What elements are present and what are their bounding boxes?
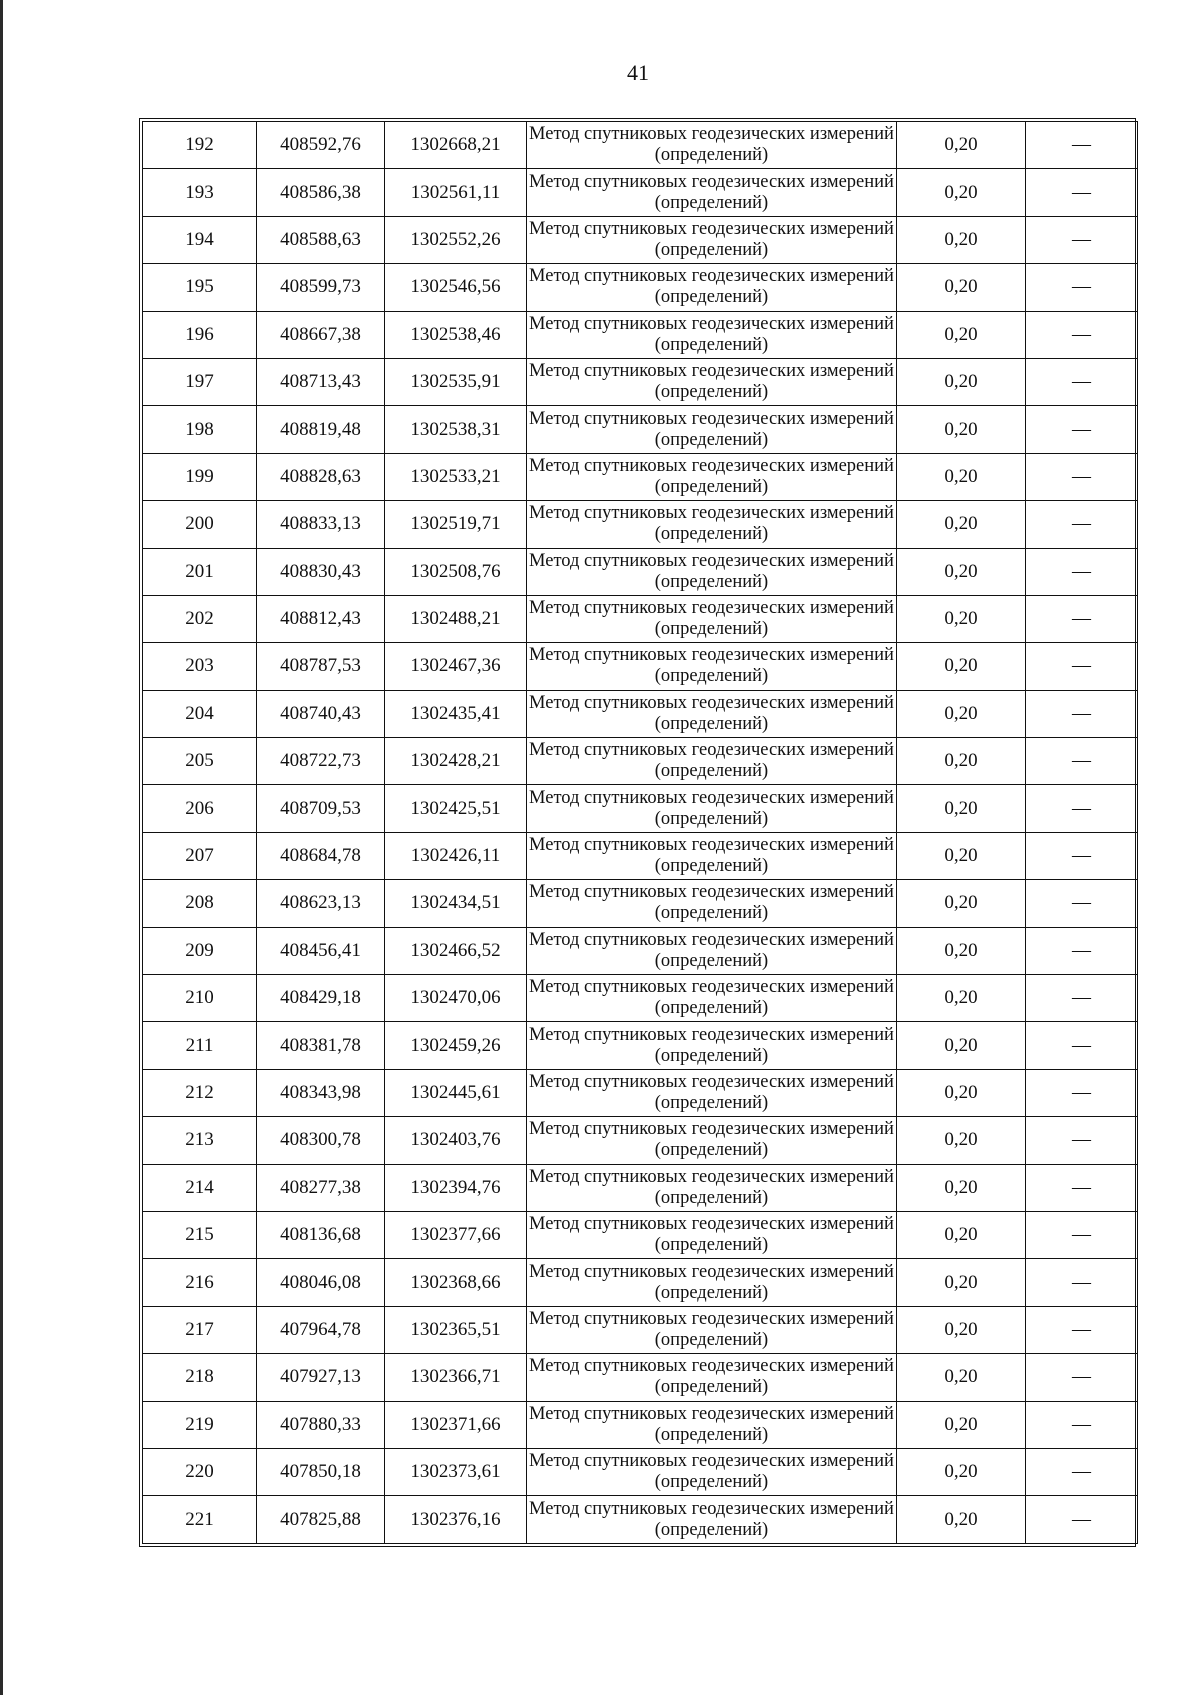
y-coordinate-cell: 1302488,21 bbox=[385, 595, 527, 642]
note-cell: — bbox=[1026, 975, 1138, 1022]
accuracy-cell: 0,20 bbox=[897, 738, 1026, 785]
table-row bbox=[143, 1022, 1138, 1069]
accuracy-cell: 0,20 bbox=[897, 643, 1026, 690]
accuracy-cell: 0,20 bbox=[897, 785, 1026, 832]
point-number-cell: 208 bbox=[143, 880, 257, 927]
accuracy-cell: 0,20 bbox=[897, 927, 1026, 974]
method-cell: Метод спутниковых геодезических измерений (определений) bbox=[527, 358, 897, 405]
table-row bbox=[143, 1448, 1138, 1495]
method-cell: Метод спутниковых геодезических измерений (определений) bbox=[527, 595, 897, 642]
x-coordinate-cell: 408586,38 bbox=[257, 169, 385, 216]
accuracy-cell: 0,20 bbox=[897, 453, 1026, 500]
method-cell: Метод спутниковых геодезических измерений (определений) bbox=[527, 690, 897, 737]
table-row bbox=[143, 927, 1138, 974]
table-row bbox=[143, 216, 1138, 263]
note-cell: — bbox=[1026, 643, 1138, 690]
y-coordinate-cell: 1302434,51 bbox=[385, 880, 527, 927]
note-cell: — bbox=[1026, 1448, 1138, 1495]
method-cell: Метод спутниковых геодезических измерений (определений) bbox=[527, 311, 897, 358]
note-cell: — bbox=[1026, 927, 1138, 974]
point-number-cell: 192 bbox=[143, 122, 257, 169]
note-cell: — bbox=[1026, 548, 1138, 595]
coordinates-table-grid bbox=[142, 121, 1138, 1544]
note-cell: — bbox=[1026, 880, 1138, 927]
point-number-cell: 197 bbox=[143, 358, 257, 405]
method-cell: Метод спутниковых геодезических измерений (определений) bbox=[527, 1259, 897, 1306]
accuracy-cell: 0,20 bbox=[897, 1022, 1026, 1069]
y-coordinate-cell: 1302376,16 bbox=[385, 1496, 527, 1543]
table-row bbox=[143, 1164, 1138, 1211]
x-coordinate-cell: 408456,41 bbox=[257, 927, 385, 974]
point-number-cell: 214 bbox=[143, 1164, 257, 1211]
x-coordinate-cell: 408046,08 bbox=[257, 1259, 385, 1306]
coordinates-table bbox=[139, 118, 1136, 1547]
table-row bbox=[143, 501, 1138, 548]
point-number-cell: 215 bbox=[143, 1211, 257, 1258]
x-coordinate-cell: 408833,13 bbox=[257, 501, 385, 548]
note-cell: — bbox=[1026, 122, 1138, 169]
note-cell: — bbox=[1026, 216, 1138, 263]
note-cell: — bbox=[1026, 738, 1138, 785]
accuracy-cell: 0,20 bbox=[897, 264, 1026, 311]
point-number-cell: 220 bbox=[143, 1448, 257, 1495]
table-body bbox=[143, 122, 1138, 1544]
table-row bbox=[143, 548, 1138, 595]
method-cell: Метод спутниковых геодезических измерений (определений) bbox=[527, 1496, 897, 1543]
note-cell: — bbox=[1026, 1306, 1138, 1353]
x-coordinate-cell: 408713,43 bbox=[257, 358, 385, 405]
y-coordinate-cell: 1302538,31 bbox=[385, 406, 527, 453]
method-cell: Метод спутниковых геодезических измерений (определений) bbox=[527, 927, 897, 974]
method-cell: Метод спутниковых геодезических измерений (определений) bbox=[527, 501, 897, 548]
note-cell: — bbox=[1026, 1496, 1138, 1543]
y-coordinate-cell: 1302552,26 bbox=[385, 216, 527, 263]
note-cell: — bbox=[1026, 690, 1138, 737]
note-cell: — bbox=[1026, 406, 1138, 453]
x-coordinate-cell: 408300,78 bbox=[257, 1117, 385, 1164]
table-row bbox=[143, 1306, 1138, 1353]
note-cell: — bbox=[1026, 311, 1138, 358]
table-row bbox=[143, 738, 1138, 785]
table-row bbox=[143, 1117, 1138, 1164]
y-coordinate-cell: 1302365,51 bbox=[385, 1306, 527, 1353]
x-coordinate-cell: 408830,43 bbox=[257, 548, 385, 595]
y-coordinate-cell: 1302459,26 bbox=[385, 1022, 527, 1069]
x-coordinate-cell: 408381,78 bbox=[257, 1022, 385, 1069]
point-number-cell: 204 bbox=[143, 690, 257, 737]
x-coordinate-cell: 408812,43 bbox=[257, 595, 385, 642]
accuracy-cell: 0,20 bbox=[897, 1069, 1026, 1116]
point-number-cell: 205 bbox=[143, 738, 257, 785]
note-cell: — bbox=[1026, 358, 1138, 405]
note-cell: — bbox=[1026, 1259, 1138, 1306]
method-cell: Метод спутниковых геодезических измерений (определений) bbox=[527, 1448, 897, 1495]
point-number-cell: 206 bbox=[143, 785, 257, 832]
table-row bbox=[143, 832, 1138, 879]
y-coordinate-cell: 1302467,36 bbox=[385, 643, 527, 690]
y-coordinate-cell: 1302435,41 bbox=[385, 690, 527, 737]
point-number-cell: 213 bbox=[143, 1117, 257, 1164]
x-coordinate-cell: 408709,53 bbox=[257, 785, 385, 832]
accuracy-cell: 0,20 bbox=[897, 501, 1026, 548]
method-cell: Метод спутниковых геодезических измерений (определений) bbox=[527, 975, 897, 1022]
note-cell: — bbox=[1026, 264, 1138, 311]
y-coordinate-cell: 1302368,66 bbox=[385, 1259, 527, 1306]
y-coordinate-cell: 1302445,61 bbox=[385, 1069, 527, 1116]
point-number-cell: 194 bbox=[143, 216, 257, 263]
x-coordinate-cell: 408684,78 bbox=[257, 832, 385, 879]
point-number-cell: 201 bbox=[143, 548, 257, 595]
y-coordinate-cell: 1302366,71 bbox=[385, 1354, 527, 1401]
point-number-cell: 195 bbox=[143, 264, 257, 311]
y-coordinate-cell: 1302668,21 bbox=[385, 122, 527, 169]
y-coordinate-cell: 1302508,76 bbox=[385, 548, 527, 595]
y-coordinate-cell: 1302466,52 bbox=[385, 927, 527, 974]
accuracy-cell: 0,20 bbox=[897, 1259, 1026, 1306]
table-row bbox=[143, 169, 1138, 216]
point-number-cell: 217 bbox=[143, 1306, 257, 1353]
note-cell: — bbox=[1026, 1022, 1138, 1069]
accuracy-cell: 0,20 bbox=[897, 690, 1026, 737]
y-coordinate-cell: 1302535,91 bbox=[385, 358, 527, 405]
x-coordinate-cell: 408588,63 bbox=[257, 216, 385, 263]
method-cell: Метод спутниковых геодезических измерений (определений) bbox=[527, 216, 897, 263]
accuracy-cell: 0,20 bbox=[897, 122, 1026, 169]
table-row bbox=[143, 122, 1138, 169]
y-coordinate-cell: 1302561,11 bbox=[385, 169, 527, 216]
note-cell: — bbox=[1026, 1069, 1138, 1116]
table-row bbox=[143, 1401, 1138, 1448]
y-coordinate-cell: 1302403,76 bbox=[385, 1117, 527, 1164]
method-cell: Метод спутниковых геодезических измерений (определений) bbox=[527, 169, 897, 216]
method-cell: Метод спутниковых геодезических измерений (определений) bbox=[527, 548, 897, 595]
y-coordinate-cell: 1302373,61 bbox=[385, 1448, 527, 1495]
note-cell: — bbox=[1026, 1354, 1138, 1401]
point-number-cell: 200 bbox=[143, 501, 257, 548]
method-cell: Метод спутниковых геодезических измерений (определений) bbox=[527, 1117, 897, 1164]
note-cell: — bbox=[1026, 1164, 1138, 1211]
table-row bbox=[143, 880, 1138, 927]
accuracy-cell: 0,20 bbox=[897, 1117, 1026, 1164]
y-coordinate-cell: 1302377,66 bbox=[385, 1211, 527, 1258]
y-coordinate-cell: 1302470,06 bbox=[385, 975, 527, 1022]
point-number-cell: 212 bbox=[143, 1069, 257, 1116]
note-cell: — bbox=[1026, 169, 1138, 216]
note-cell: — bbox=[1026, 453, 1138, 500]
table-row bbox=[143, 453, 1138, 500]
y-coordinate-cell: 1302538,46 bbox=[385, 311, 527, 358]
method-cell: Метод спутниковых геодезических измерений (определений) bbox=[527, 1211, 897, 1258]
table-row bbox=[143, 1259, 1138, 1306]
table-row bbox=[143, 1211, 1138, 1258]
point-number-cell: 210 bbox=[143, 975, 257, 1022]
method-cell: Метод спутниковых геодезических измерений (определений) bbox=[527, 1401, 897, 1448]
x-coordinate-cell: 408740,43 bbox=[257, 690, 385, 737]
table-row bbox=[143, 1354, 1138, 1401]
method-cell: Метод спутниковых геодезических измерений (определений) bbox=[527, 643, 897, 690]
table-row bbox=[143, 358, 1138, 405]
method-cell: Метод спутниковых геодезических измерений (определений) bbox=[527, 453, 897, 500]
point-number-cell: 193 bbox=[143, 169, 257, 216]
table-row bbox=[143, 975, 1138, 1022]
accuracy-cell: 0,20 bbox=[897, 832, 1026, 879]
point-number-cell: 207 bbox=[143, 832, 257, 879]
point-number-cell: 221 bbox=[143, 1496, 257, 1543]
method-cell: Метод спутниковых геодезических измерений (определений) bbox=[527, 1022, 897, 1069]
x-coordinate-cell: 407880,33 bbox=[257, 1401, 385, 1448]
x-coordinate-cell: 408819,48 bbox=[257, 406, 385, 453]
accuracy-cell: 0,20 bbox=[897, 548, 1026, 595]
note-cell: — bbox=[1026, 785, 1138, 832]
note-cell: — bbox=[1026, 501, 1138, 548]
note-cell: — bbox=[1026, 1117, 1138, 1164]
x-coordinate-cell: 408667,38 bbox=[257, 311, 385, 358]
x-coordinate-cell: 407927,13 bbox=[257, 1354, 385, 1401]
note-cell: — bbox=[1026, 1211, 1138, 1258]
accuracy-cell: 0,20 bbox=[897, 1448, 1026, 1495]
table-row bbox=[143, 1496, 1138, 1543]
table-row bbox=[143, 264, 1138, 311]
x-coordinate-cell: 407850,18 bbox=[257, 1448, 385, 1495]
note-cell: — bbox=[1026, 1401, 1138, 1448]
accuracy-cell: 0,20 bbox=[897, 595, 1026, 642]
method-cell: Метод спутниковых геодезических измерений (определений) bbox=[527, 785, 897, 832]
table-row bbox=[143, 690, 1138, 737]
point-number-cell: 196 bbox=[143, 311, 257, 358]
method-cell: Метод спутниковых геодезических измерений (определений) bbox=[527, 1354, 897, 1401]
x-coordinate-cell: 408429,18 bbox=[257, 975, 385, 1022]
table-row bbox=[143, 595, 1138, 642]
method-cell: Метод спутниковых геодезических измерений (определений) bbox=[527, 1306, 897, 1353]
x-coordinate-cell: 408828,63 bbox=[257, 453, 385, 500]
point-number-cell: 198 bbox=[143, 406, 257, 453]
point-number-cell: 216 bbox=[143, 1259, 257, 1306]
x-coordinate-cell: 408592,76 bbox=[257, 122, 385, 169]
point-number-cell: 209 bbox=[143, 927, 257, 974]
note-cell: — bbox=[1026, 832, 1138, 879]
point-number-cell: 211 bbox=[143, 1022, 257, 1069]
x-coordinate-cell: 408343,98 bbox=[257, 1069, 385, 1116]
point-number-cell: 199 bbox=[143, 453, 257, 500]
note-cell: — bbox=[1026, 595, 1138, 642]
x-coordinate-cell: 407964,78 bbox=[257, 1306, 385, 1353]
table-row bbox=[143, 311, 1138, 358]
x-coordinate-cell: 408623,13 bbox=[257, 880, 385, 927]
y-coordinate-cell: 1302546,56 bbox=[385, 264, 527, 311]
method-cell: Метод спутниковых геодезических измерений (определений) bbox=[527, 406, 897, 453]
accuracy-cell: 0,20 bbox=[897, 216, 1026, 263]
method-cell: Метод спутниковых геодезических измерений (определений) bbox=[527, 1164, 897, 1211]
accuracy-cell: 0,20 bbox=[897, 311, 1026, 358]
point-number-cell: 218 bbox=[143, 1354, 257, 1401]
table-row bbox=[143, 785, 1138, 832]
table-row bbox=[143, 643, 1138, 690]
x-coordinate-cell: 408277,38 bbox=[257, 1164, 385, 1211]
y-coordinate-cell: 1302519,71 bbox=[385, 501, 527, 548]
point-number-cell: 219 bbox=[143, 1401, 257, 1448]
method-cell: Метод спутниковых геодезических измерений (определений) bbox=[527, 832, 897, 879]
accuracy-cell: 0,20 bbox=[897, 975, 1026, 1022]
method-cell: Метод спутниковых геодезических измерений (определений) bbox=[527, 738, 897, 785]
accuracy-cell: 0,20 bbox=[897, 880, 1026, 927]
y-coordinate-cell: 1302533,21 bbox=[385, 453, 527, 500]
accuracy-cell: 0,20 bbox=[897, 1164, 1026, 1211]
table-row bbox=[143, 406, 1138, 453]
y-coordinate-cell: 1302371,66 bbox=[385, 1401, 527, 1448]
page-number: 41 bbox=[627, 60, 649, 85]
method-cell: Метод спутниковых геодезических измерений (определений) bbox=[527, 880, 897, 927]
y-coordinate-cell: 1302425,51 bbox=[385, 785, 527, 832]
point-number-cell: 203 bbox=[143, 643, 257, 690]
x-coordinate-cell: 408787,53 bbox=[257, 643, 385, 690]
x-coordinate-cell: 408722,73 bbox=[257, 738, 385, 785]
accuracy-cell: 0,20 bbox=[897, 1401, 1026, 1448]
method-cell: Метод спутниковых геодезических измерений (определений) bbox=[527, 122, 897, 169]
table-row bbox=[143, 1069, 1138, 1116]
x-coordinate-cell: 408136,68 bbox=[257, 1211, 385, 1258]
method-cell: Метод спутниковых геодезических измерений (определений) bbox=[527, 264, 897, 311]
accuracy-cell: 0,20 bbox=[897, 169, 1026, 216]
method-cell: Метод спутниковых геодезических измерений (определений) bbox=[527, 1069, 897, 1116]
y-coordinate-cell: 1302428,21 bbox=[385, 738, 527, 785]
scan-edge bbox=[0, 0, 3, 1695]
accuracy-cell: 0,20 bbox=[897, 1211, 1026, 1258]
accuracy-cell: 0,20 bbox=[897, 358, 1026, 405]
point-number-cell: 202 bbox=[143, 595, 257, 642]
accuracy-cell: 0,20 bbox=[897, 1306, 1026, 1353]
x-coordinate-cell: 408599,73 bbox=[257, 264, 385, 311]
y-coordinate-cell: 1302426,11 bbox=[385, 832, 527, 879]
x-coordinate-cell: 407825,88 bbox=[257, 1496, 385, 1543]
accuracy-cell: 0,20 bbox=[897, 1496, 1026, 1543]
accuracy-cell: 0,20 bbox=[897, 406, 1026, 453]
y-coordinate-cell: 1302394,76 bbox=[385, 1164, 527, 1211]
accuracy-cell: 0,20 bbox=[897, 1354, 1026, 1401]
